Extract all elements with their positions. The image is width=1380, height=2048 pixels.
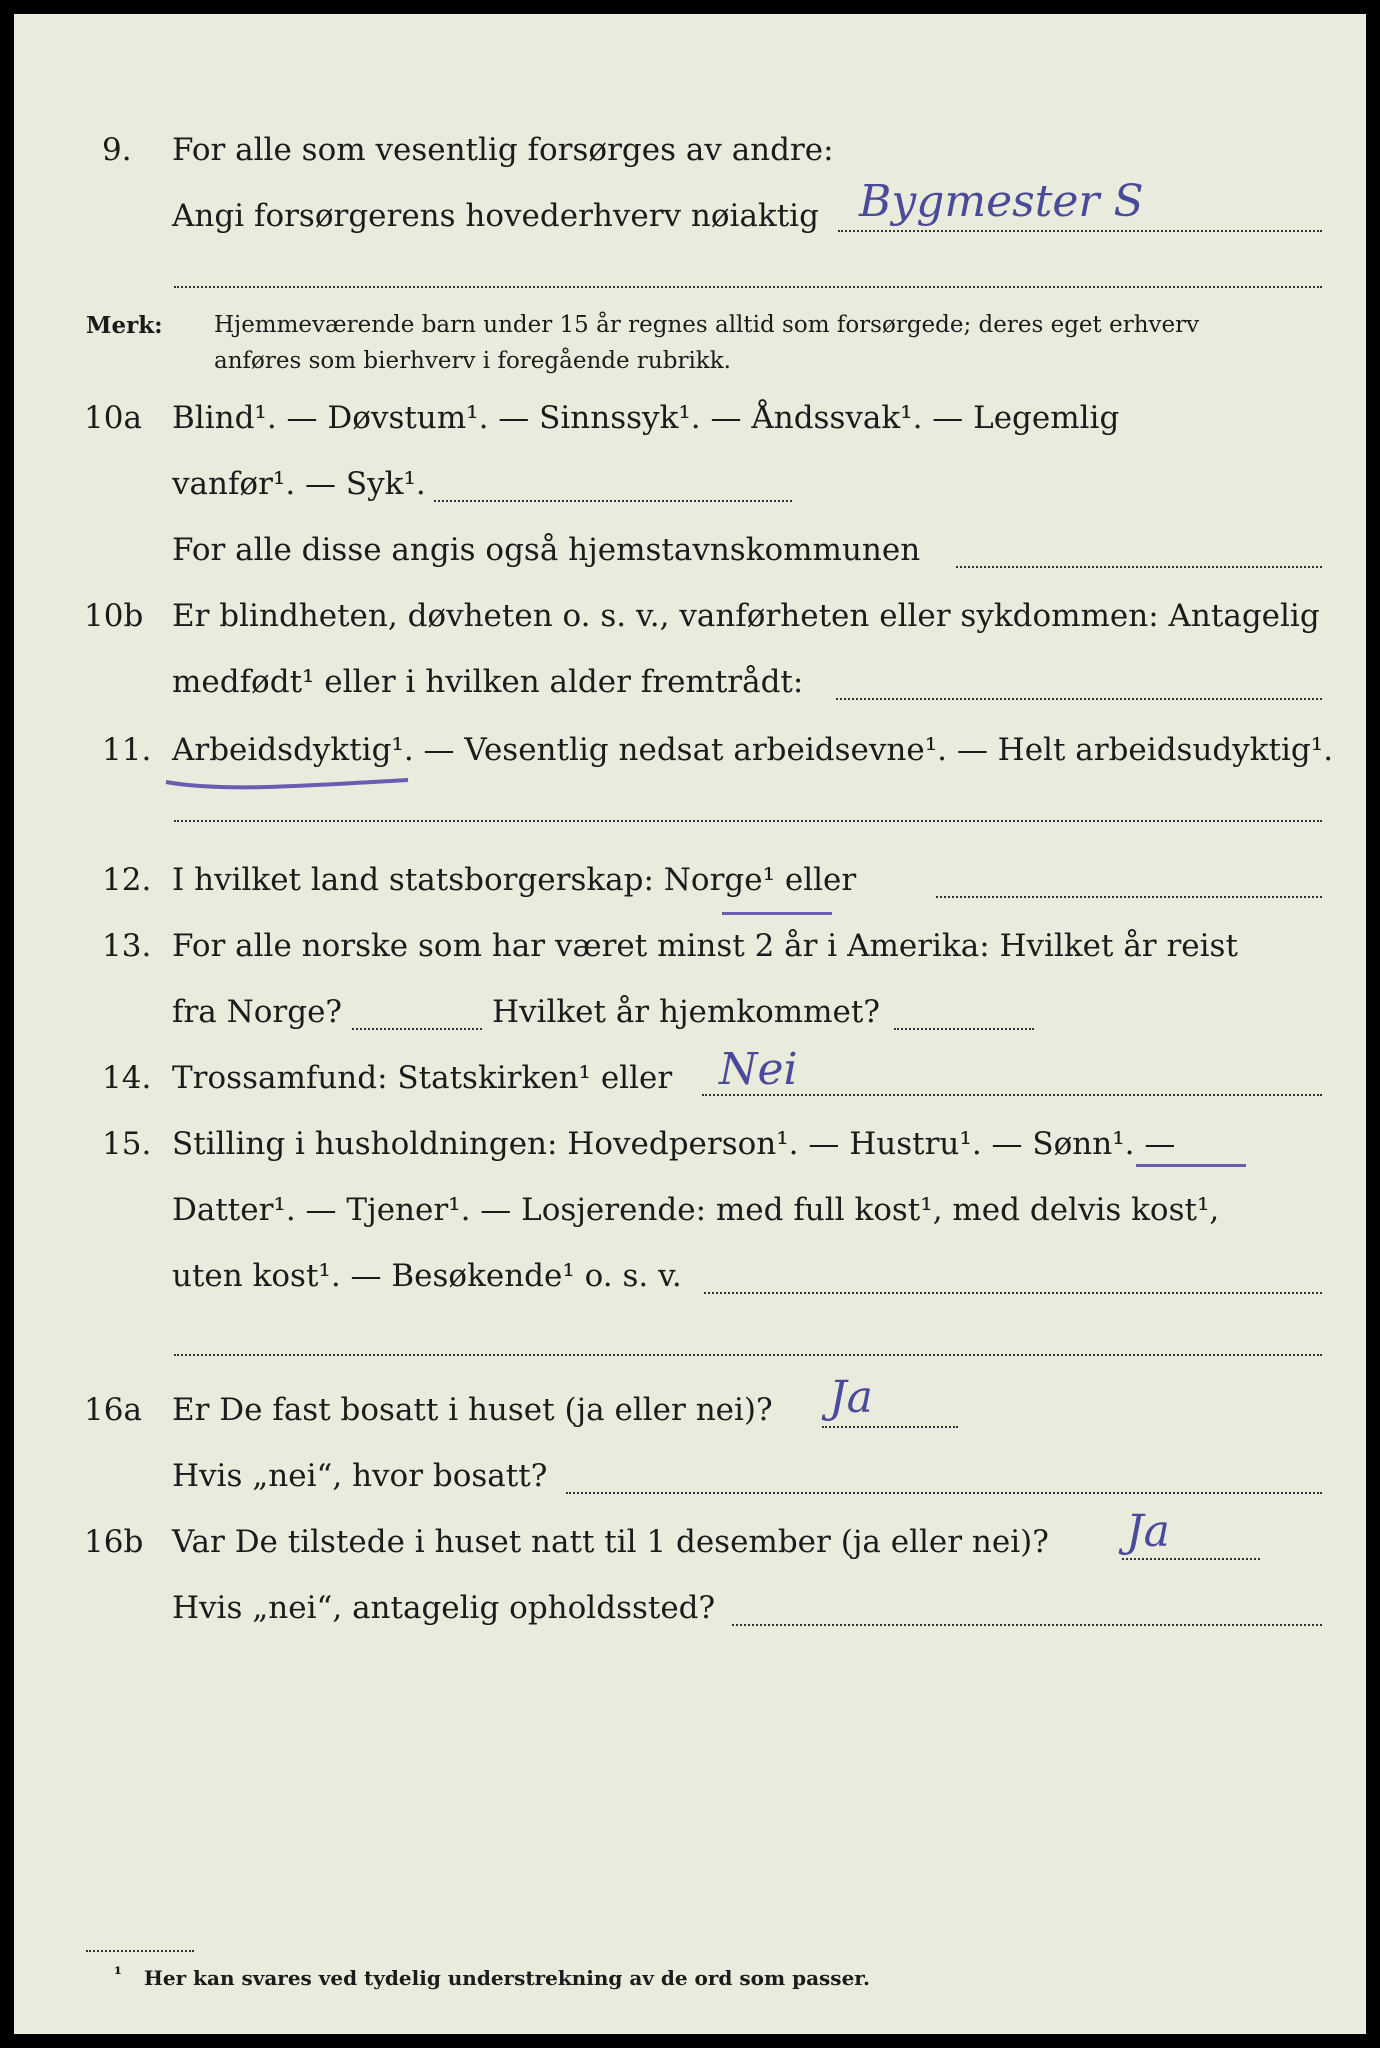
q16b-answer-line: [1122, 1558, 1260, 1560]
q11-handwritten-underline: [162, 766, 412, 792]
q16b-line1: Var De tilstede i huset natt til 1 desember (ja eller nei)?: [172, 1524, 1049, 1560]
q16a-bosatt-line: [566, 1492, 1322, 1494]
q9-number: 9.: [102, 132, 132, 168]
q16a-handwritten-answer: Ja: [829, 1372, 873, 1423]
q13-reist-line: [352, 1028, 482, 1030]
q12-line1: I hvilket land statsborgerskap: Norge¹ eller: [172, 862, 857, 898]
footnote-mark: ¹: [114, 1964, 122, 1985]
q9-line1: For alle som vesentlig forsørges av andre:: [172, 132, 834, 168]
footnote-rule: [86, 1950, 194, 1952]
q14-line1: Trossamfund: Statskirken¹ eller: [172, 1060, 673, 1096]
q13-line2a: fra Norge?: [172, 994, 343, 1030]
q16b-number: 16b: [84, 1524, 144, 1560]
divider: [174, 1354, 1322, 1356]
q16a-number: 16a: [84, 1392, 142, 1428]
q16a-answer-line: [822, 1426, 958, 1428]
q14-handwritten-answer: Nei: [719, 1044, 798, 1095]
q15-number: 15.: [102, 1126, 152, 1162]
q10a-line3: For alle disse angis også hjemstavnskommunen: [172, 532, 921, 568]
q13-line2b: Hvilket år hjemkommet?: [492, 994, 880, 1030]
q11-number: 11.: [102, 732, 152, 768]
q15-line3: uten kost¹. — Besøkende¹ o. s. v.: [172, 1258, 682, 1294]
q15-answer-line: [704, 1292, 1322, 1294]
q9-line2: Angi forsørgerens hovederhverv nøiaktig: [172, 198, 819, 234]
q10a-hjemstavn-line: [956, 566, 1322, 568]
q16b-opholdssted-line: [732, 1624, 1322, 1626]
q13-line1: For alle norske som har været minst 2 år i Amerika: Hvilket år reist: [172, 928, 1238, 964]
q9-answer-line: [838, 230, 1322, 232]
merk-label: Merk:: [86, 312, 163, 339]
q15-handwritten-underline: [1136, 1164, 1246, 1167]
q10a-number: 10a: [84, 400, 142, 436]
merk-line2: anføres som bierhverv i foregående rubrikk.: [214, 348, 731, 374]
q10b-answer-line: [836, 698, 1322, 700]
q10a-line2: vanfør¹. — Syk¹.: [172, 466, 426, 502]
footnote-text: Her kan svares ved tydelig understrekning av de ord som passer.: [144, 1966, 870, 1990]
q10b-line2: medfødt¹ eller i hvilken alder fremtrådt:: [172, 664, 804, 700]
q12-answer-line: [936, 896, 1322, 898]
q12-handwritten-underline: [722, 912, 832, 915]
q14-number: 14.: [102, 1060, 152, 1096]
q11-line1: Arbeidsdyktig¹. — Vesentlig nedsat arbeidsevne¹. — Helt arbeidsudyktig¹.: [172, 732, 1334, 768]
form-page: [14, 14, 1366, 2034]
q10b-line1: Er blindheten, døvheten o. s. v., vanførheten eller sykdommen: Antagelig: [172, 598, 1320, 634]
q16b-line2: Hvis „nei“, antagelig opholdssted?: [172, 1590, 716, 1626]
q10b-number: 10b: [84, 598, 144, 634]
q16b-handwritten-answer: Ja: [1126, 1506, 1170, 1557]
q12-number: 12.: [102, 862, 152, 898]
q9-handwritten-answer: Bygmester S: [859, 176, 1144, 227]
q16a-line2: Hvis „nei“, hvor bosatt?: [172, 1458, 548, 1494]
q15-line1: Stilling i husholdningen: Hovedperson¹. — Hustru¹. — Sønn¹. —: [172, 1126, 1176, 1162]
q15-line2: Datter¹. — Tjener¹. — Losjerende: med full kost¹, med delvis kost¹,: [172, 1192, 1220, 1228]
q13-hjemkommet-line: [894, 1028, 1034, 1030]
q16a-line1: Er De fast bosatt i huset (ja eller nei)?: [172, 1392, 773, 1428]
divider: [174, 820, 1322, 822]
q13-number: 13.: [102, 928, 152, 964]
q10a-answer-line: [434, 500, 792, 502]
merk-line1: Hjemmeværende barn under 15 år regnes alltid som forsørgede; deres eget erhverv: [214, 312, 1200, 338]
divider: [174, 286, 1322, 288]
q10a-line1: Blind¹. — Døvstum¹. — Sinnssyk¹. — Åndssvak¹. — Legemlig: [172, 400, 1120, 436]
